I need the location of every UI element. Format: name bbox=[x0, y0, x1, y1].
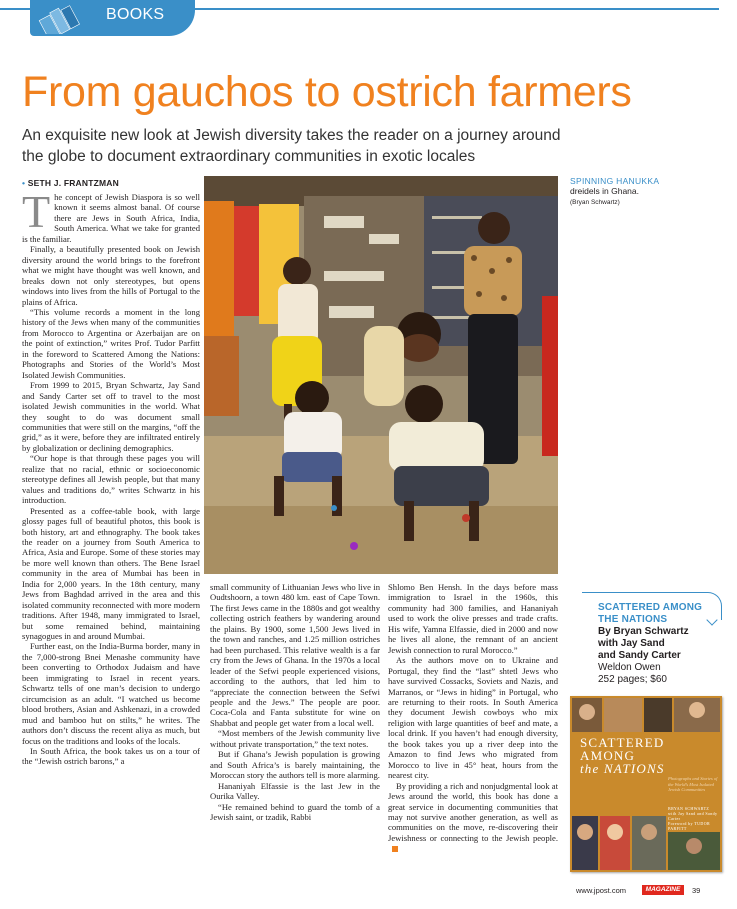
section-label: BOOKS bbox=[106, 6, 165, 23]
magazine-logo: MAGAZINE bbox=[642, 885, 684, 895]
article-paragraph: “He remained behind to guard the tomb of a Jewish saint, or tzadik, Rabbi bbox=[210, 801, 380, 822]
article-paragraph: Further east, on the India-Burma border, many in the 7,000-strong Bnei Menashe community have been converting to Orthodox Judaism and have been immigrating to Israel in recent years. Schwartz tells of one man’s decision to undergo circumcision as an adult. “I watched us become blood brothers, Asian and Ashkenazi, in a crowded mud and bamboo hut on stilts,” he writes. The authors don’t discuss the recent aliya as much, but focus on the traditions and looks of the locals. bbox=[22, 641, 200, 746]
book-info-text bbox=[598, 602, 722, 686]
page-number: 39 bbox=[692, 886, 701, 895]
article-paragraph: The concept of Jewish Diaspora is so well known it seems almost banal. Of course there are Jews in South Africa, India, South America. What we take for granted is the familiar. bbox=[22, 186, 200, 244]
photo-caption bbox=[570, 176, 720, 206]
cover-authors: BRYAN SCHWARTZ with Jay Sand and Sandy Carter Foreword by TUDOR PARFITT bbox=[668, 806, 718, 831]
article-paragraph: But if Ghana’s Jewish population is growing and South Africa’s is barely maintaining, the Moroccan story the authors tell is more alarming. bbox=[210, 749, 380, 781]
book-title: SCATTERED AMONG bbox=[598, 602, 703, 613]
article-column-3 bbox=[388, 582, 558, 854]
headline: From gauchos to ostrich farmers bbox=[22, 68, 632, 116]
book-cover bbox=[570, 696, 722, 872]
article-column-2 bbox=[210, 582, 380, 822]
end-mark-icon bbox=[392, 846, 398, 852]
article-paragraph: Finally, a beautifully presented book on Jewish diversity around the world brings to the forefront what we might have thought was well known, and breaks down not only stereotypes, but opens windows into lives from the hills of Portugal to the plains of Africa. bbox=[22, 244, 200, 307]
article-paragraph: As the authors move on to Ukraine and Portugal, they find the “last” shtetl Jews who have survived Cossacks, Soviets and Nazis, and Marranos, or “Jews in hiding” in Portugal, who are returning to their roots. In South America they document Jewish cowboys who mix religion with large quantities of beef and mate, a local drink. If you haven’t had enough diversity, the book takes you up a river deep into the Amazon to find Jews who migrated from Morocco to live in 45° heat, hours from the nearest city. bbox=[388, 655, 558, 781]
article-paragraph: From 1999 to 2015, Bryan Schwartz, Jay Sand and Sandy Carter set off to travel to the most isolated Jewish communities in the world. What they sought to do was document small communities that were still on the margins, “off the grid,” as it were, before they are infiltrated entirely by globalization or declining demographics. bbox=[22, 380, 200, 453]
book-details: 252 pages; $60 bbox=[598, 674, 667, 685]
caption-title: SPINNING HANUKKA bbox=[570, 176, 660, 186]
byline-bullet-icon: • bbox=[22, 178, 26, 188]
book-author: and Sandy Carter bbox=[598, 650, 681, 661]
books-icon bbox=[34, 2, 80, 34]
article-paragraph: By providing a rich and nonjudgmental look at Jews around the world, this book has done a great service in documenting communities that may not survive another generation, as well as communities on the move, re-discovering their Jewishness or connecting to the Jewish people. bbox=[388, 781, 558, 854]
caption-credit: (Bryan Schwartz) bbox=[570, 199, 620, 206]
caption-text: dreidels in Ghana. bbox=[570, 186, 639, 196]
article-column-1 bbox=[22, 186, 200, 767]
book-title: THE NATIONS bbox=[598, 614, 668, 625]
article-paragraph: small community of Lithuanian Jews who live in Oudtshoorn, a town 480 km. east of Cape Town. The first Jews came in the 1880s and got wealthy collecting ostrich feathers by wandering around the plains. By 1900, some 1,500 Jews lived in the town and ranches, and 1.25 million ostriches had been purchased. This relative wealth is a far cry from the Jews of Ghana. In the 1970s a local leader of the Sefwi people experienced visions, according to the authors, that led him to “appreciate the connection between the Sefwi people and the Jews.” The people are poor. Coca-Cola and Fanta substitute for wine on Shabbat and people get water from a local well. bbox=[210, 582, 380, 728]
article-paragraph: Hananiyah Elfassie is the last Jew in the Ourika Valley. bbox=[210, 780, 380, 802]
deck: An exquisite new look at Jewish diversity takes the reader on a journey around the globe to document extraordinary communities in exotic locales bbox=[22, 127, 561, 165]
cover-title: SCATTERED AMONG the NATIONS bbox=[580, 735, 665, 776]
article-paragraph: “Most members of the Jewish community live without private transportation,” the text notes. bbox=[210, 728, 380, 749]
book-info-box bbox=[570, 592, 722, 692]
byline-author: SETH J. FRANTZMAN bbox=[27, 178, 119, 188]
footer-url: www.jpost.com bbox=[576, 886, 627, 895]
article-photo bbox=[204, 176, 558, 574]
article-paragraph: In South Africa, the book takes us on a tour of the “Jewish ostrich barons,” a bbox=[22, 746, 200, 767]
article-paragraph: Shlomo Ben Hensh. In the days before mass immigration to Israel in the 1960s, this community had 300 families, and Hananiyah used to work the olive presses and trade crafts. His wife, Yamna Elfassie, died in 2000 and now he lives all alone, the remnant of an ancient Jewish connection to rural Morocco.” bbox=[388, 582, 558, 655]
book-author: with Jay Sand bbox=[598, 638, 665, 649]
book-author: By Bryan Schwartz bbox=[598, 626, 689, 637]
page-footer bbox=[560, 884, 720, 898]
cover-subtitle: Photographs and Stories of the World’s Most Isolated Jewish Communities bbox=[668, 776, 718, 792]
drop-cap: T bbox=[22, 186, 51, 237]
article-paragraph: “This volume records a moment in the long history of the Jews when many of the communities from Morocco to Argentina or Azerbaijan are on the point of extinction,” writes Prof. Tudor Parfitt in the foreword to Scattered Among the Nations: Photographs and Stories of the World’s Most Isolated Jewish Communities. bbox=[22, 306, 200, 380]
article-paragraph: “Our hope is that through these pages you will realize that no racial, ethnic or socioeconomic stereotype defines all Jewish people, but that many values and traditions do,” writes Schwartz in his introduction. bbox=[22, 453, 200, 506]
article-paragraph: Presented as a coffee-table book, with large glossy pages full of beautiful photos, this book is both history, art and ethnography. The book takes the reader on a journey from South America to Africa, Asia and Europe. Some of these stories may be more well known than others. The Bene Israel community in the area of Mumbai has been in India for 2,000 years. In the 18th century, many Jews from Baghdad arrived in the area and this isolated community reconnected with more modern traditions. After 1948, many immigrated to Israel, but some remained behind, maintaining synagogues in and around Mumbai. bbox=[22, 505, 200, 642]
section-header bbox=[0, 0, 737, 40]
book-publisher: Weldon Owen bbox=[598, 662, 661, 673]
